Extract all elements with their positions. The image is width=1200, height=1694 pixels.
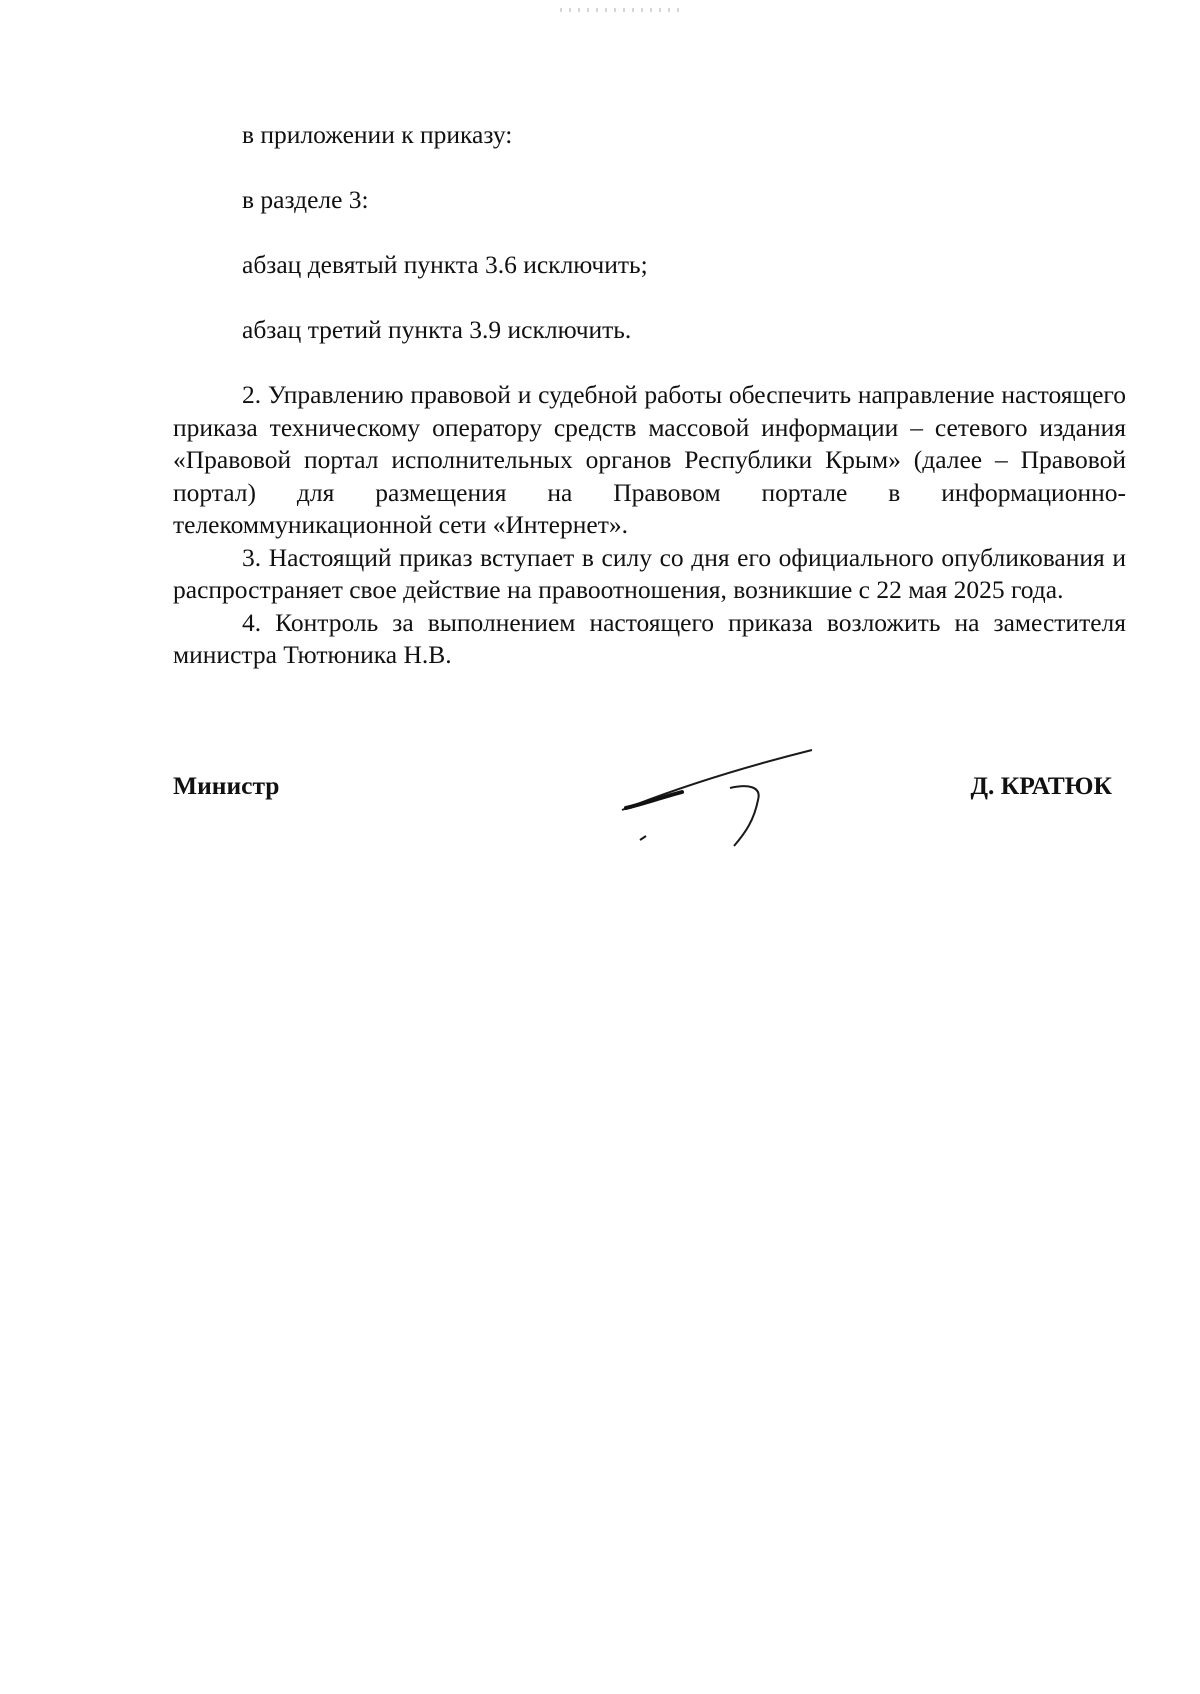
signature-row (173, 771, 1112, 811)
scan-artifact (560, 8, 680, 12)
signatory-title: Министр (173, 771, 280, 800)
intro-line-1: в приложении к приказу: (242, 120, 513, 149)
paragraph-2: 2. Управлению правовой и судебной работы обеспечить направление настоящего приказа техническому оператору средств массовой информации – сетевого издания «Правовой портал исполнительных органов Республики Крым» (далее – Правовой портал) для размещения на Правовом портале в информационно-телекоммуникационной сети «Интернет». (173, 380, 1126, 539)
signatory-name: Д. КРАТЮК (970, 771, 1112, 800)
intro-line-3: абзац девятый пункта 3.6 исключить; (242, 250, 648, 279)
intro-line-2: в разделе 3: (242, 185, 369, 214)
document-body (173, 119, 1126, 672)
intro-line-4: абзац третий пункта 3.9 исключить. (242, 315, 632, 344)
paragraph-3: 3. Настоящий приказ вступает в силу со дня его официального опубликования и распространяет свое действие на правоотношения, возникшие с 22 мая 2025 года. (173, 542, 1126, 604)
paragraph-4: 4. Контроль за выполнением настоящего приказа возложить на заместителя министра Тютюника Н.В. (173, 607, 1126, 669)
